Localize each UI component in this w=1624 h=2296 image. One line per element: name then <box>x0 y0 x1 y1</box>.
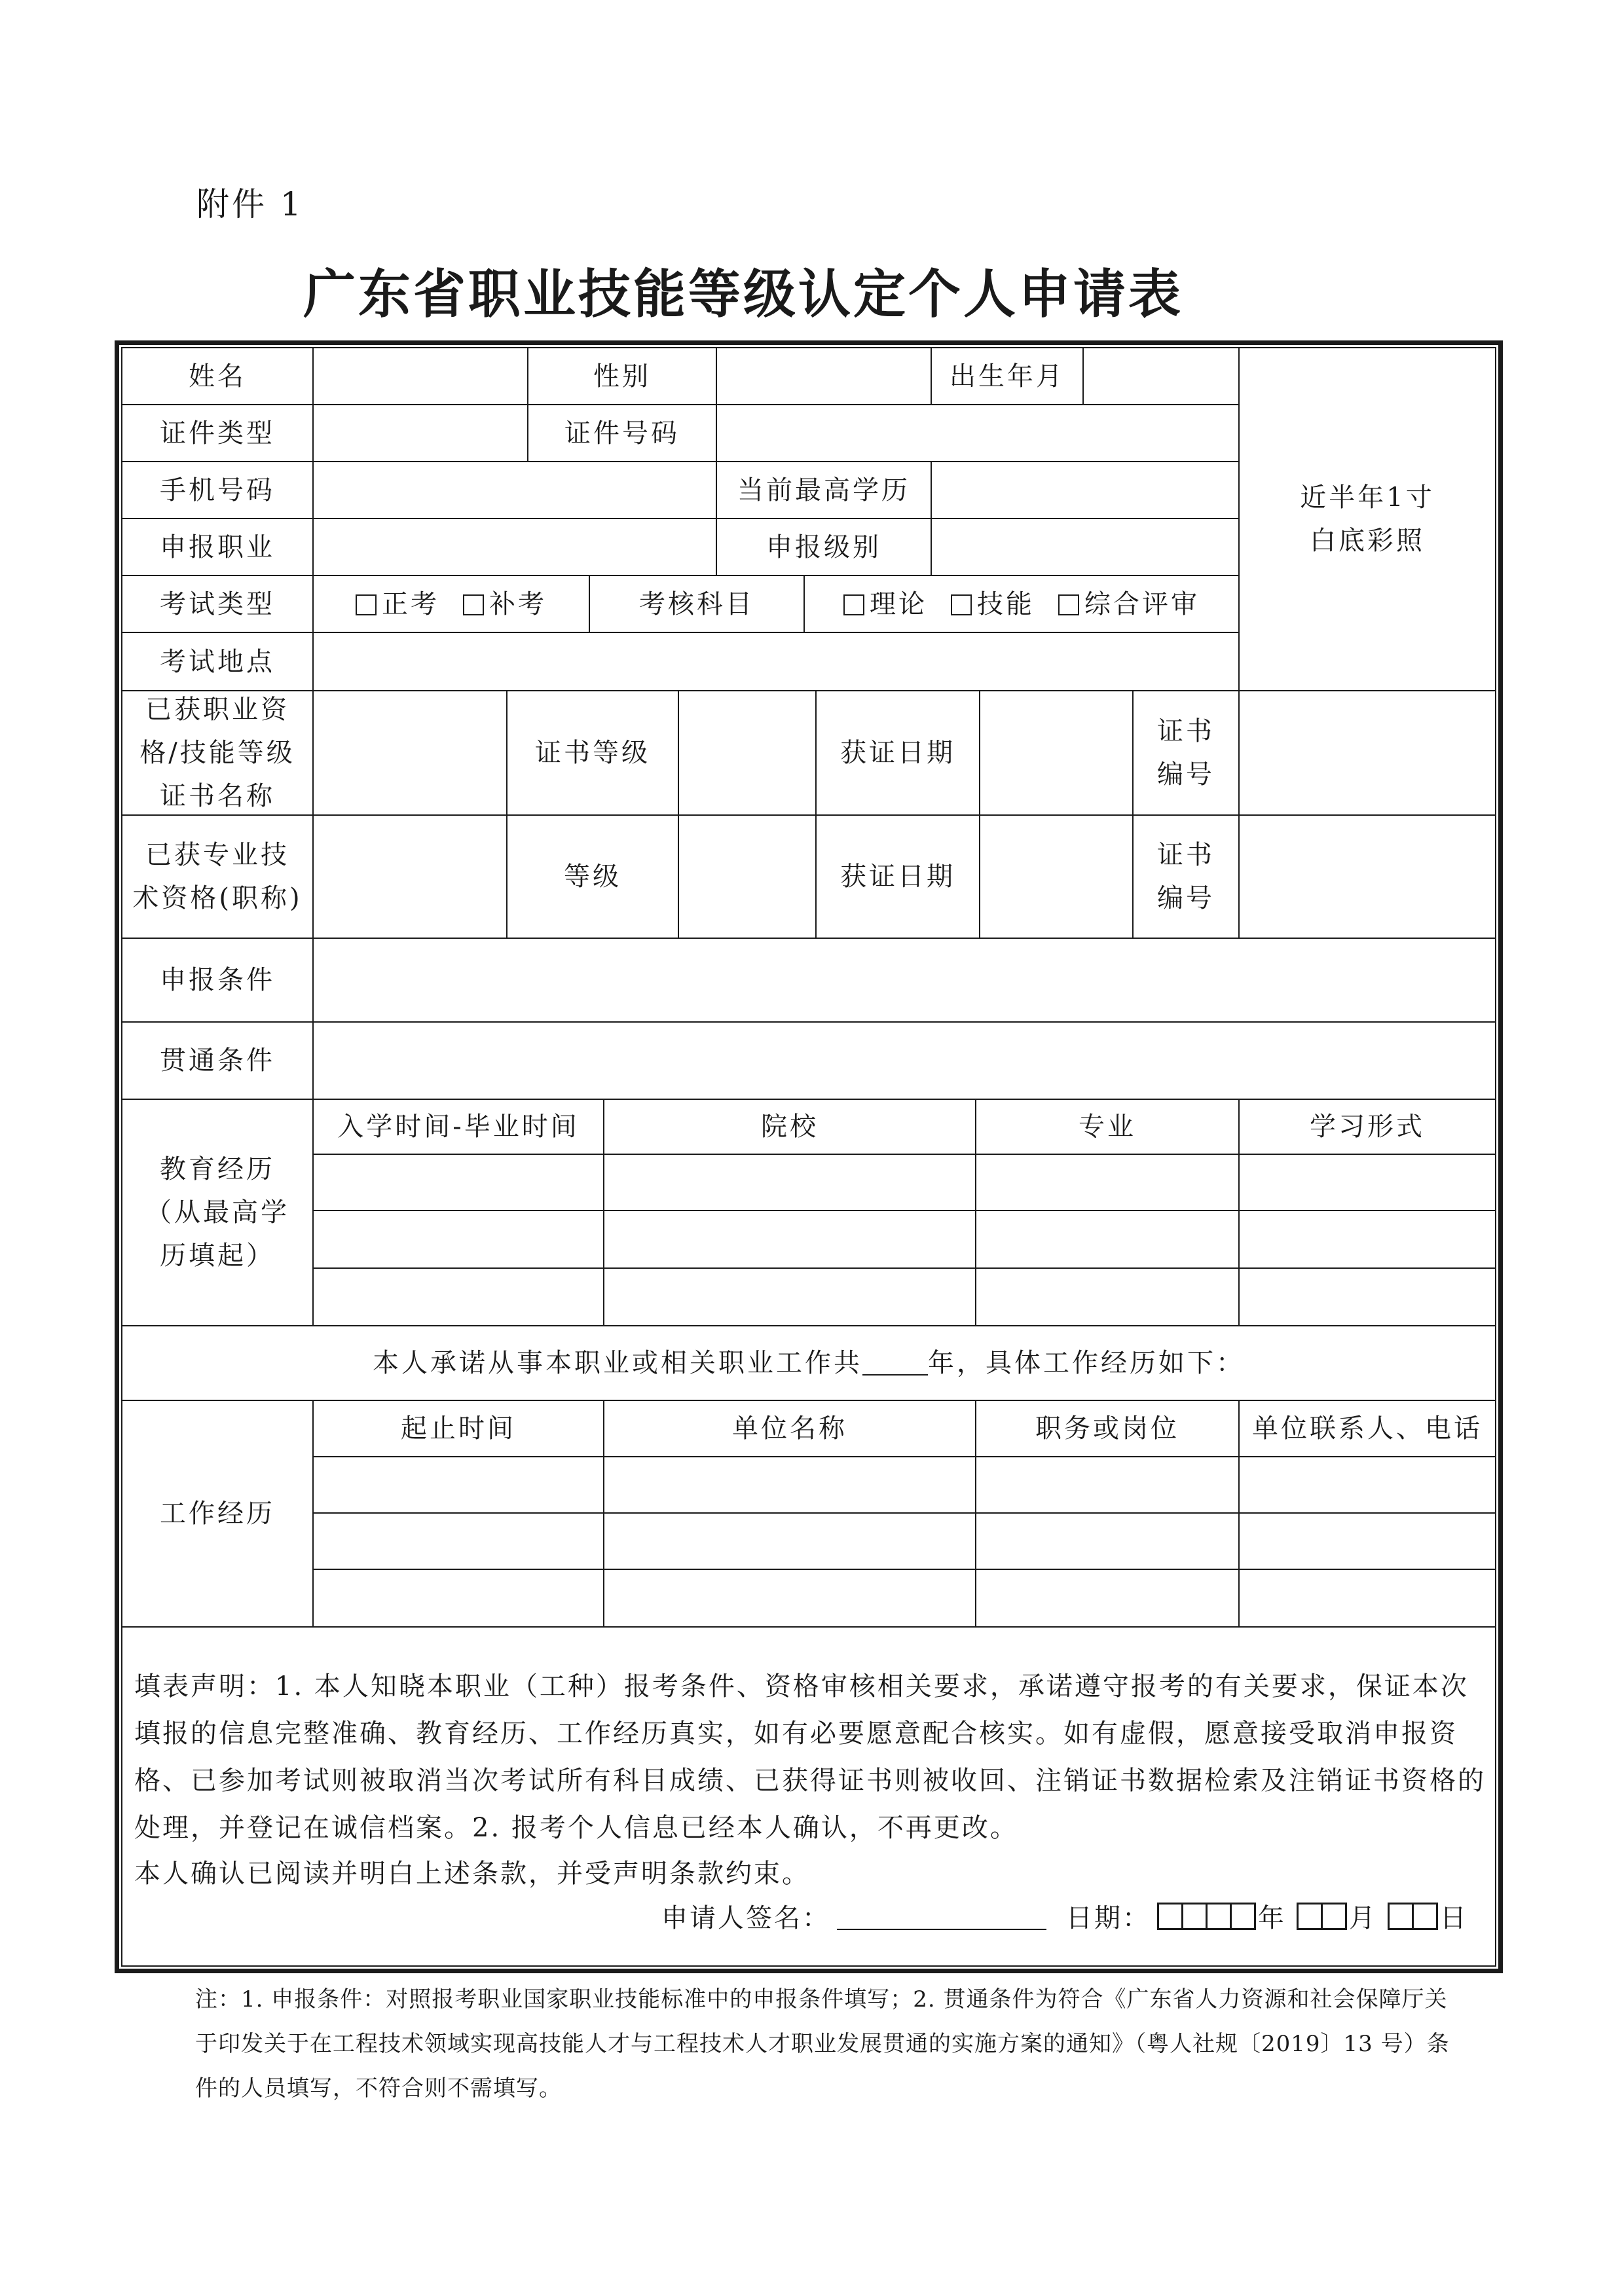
occupation-label: 申报职业 <box>122 519 314 576</box>
id-number-label: 证件号码 <box>528 405 717 462</box>
form-title: 广东省职业技能等级认定个人申请表 <box>303 264 1183 325</box>
cert-number-label: 证书 编号 <box>1134 691 1240 816</box>
day-unit: 日 <box>1440 1903 1468 1933</box>
exam-place-field[interactable] <box>314 633 1240 691</box>
work-row-cell[interactable] <box>976 1514 1240 1570</box>
exam-opt-regular[interactable]: 正考 <box>356 583 439 626</box>
id-number-field[interactable] <box>717 405 1240 462</box>
work-row-cell[interactable] <box>976 1457 1240 1514</box>
level-label: 申报级别 <box>717 519 932 576</box>
education-field[interactable] <box>932 462 1240 519</box>
signature-field[interactable] <box>837 1903 1046 1930</box>
education-label: 当前最高学历 <box>717 462 932 519</box>
subject-opt-theory[interactable]: 理论 <box>843 583 927 626</box>
work-row-cell[interactable] <box>1240 1570 1495 1628</box>
signature-label: 申请人签名： <box>661 1903 830 1933</box>
qualification-name-field[interactable] <box>314 691 507 816</box>
photo-hint-line2: 白底彩照 <box>1310 526 1425 556</box>
work-row-cell[interactable] <box>314 1514 604 1570</box>
occupation-field[interactable] <box>314 519 717 576</box>
through-condition-label: 贯通条件 <box>122 1023 314 1100</box>
checkbox-icon[interactable] <box>1058 594 1079 615</box>
edu-row-cell[interactable] <box>314 1211 604 1269</box>
work-row-cell[interactable] <box>314 1570 604 1628</box>
edu-row-cell[interactable] <box>314 1269 604 1326</box>
cert-level-field[interactable] <box>679 691 817 816</box>
edu-header-school: 院校 <box>604 1100 976 1155</box>
title-name-field[interactable] <box>314 816 507 939</box>
title-level-field[interactable] <box>679 816 817 939</box>
year-boxes[interactable] <box>1157 1903 1254 1930</box>
day-boxes[interactable] <box>1388 1903 1436 1930</box>
checkbox-icon[interactable] <box>843 594 864 615</box>
footnote: 注：1. 申报条件：对照报考职业国家职业技能标准中的申报条件填写；2. 贯通条件为符合《广东省人力资源和社会保障厅关于印发关于在工程技术领域实现高技能人才与工程技术人才职业发展贯通的实施方案的通知》（粤人社规〔2019〕13 号）条件的人员填写，不符合则不需填写。 <box>195 1986 1450 2102</box>
condition-label: 申报条件 <box>122 939 314 1023</box>
id-type-field[interactable] <box>314 405 528 462</box>
edu-row-cell[interactable] <box>604 1211 976 1269</box>
education-history-label: 教育经历 （从最高学 历填起） <box>122 1100 314 1326</box>
exam-opt-makeup[interactable]: 补考 <box>463 583 547 626</box>
work-row-cell[interactable] <box>976 1570 1240 1628</box>
year-unit: 年 <box>1258 1903 1286 1933</box>
edu-row-cell[interactable] <box>1240 1269 1495 1326</box>
subject-options <box>805 576 1240 633</box>
gender-field[interactable] <box>717 348 932 405</box>
name-label: 姓名 <box>122 348 314 405</box>
cert-level-label: 证书等级 <box>507 691 679 816</box>
title-level-label: 等级 <box>507 816 679 939</box>
confirmation-text: 本人确认已阅读并明白上述条款，并受声明条款约束。 <box>134 1859 810 1889</box>
work-header-period: 起止时间 <box>314 1401 604 1457</box>
exam-type-options <box>314 576 590 633</box>
work-header-position: 职务或岗位 <box>976 1401 1240 1457</box>
photo-box[interactable] <box>1240 348 1495 691</box>
exam-place-label: 考试地点 <box>122 633 314 691</box>
attachment-label: 附件 1 <box>196 185 304 223</box>
gender-label: 性别 <box>528 348 717 405</box>
declaration-text: 填表声明：1. 本人知晓本职业（工种）报考条件、资格审核相关要求，承诺遵守报考的有关要求，保证本次填报的信息完整准确、教育经历、工作经历真实，如有必要愿意配合核实。如有虚假，愿意接受取消申报资格、已参加考试则被取消当次考试所有科目成绩、已获得证书则被收回、注销证书数据检索及注销证书资格的处理，并登记在诚信档案。2. 报考个人信息已经本人确认，不再更改。 <box>134 1671 1486 1843</box>
edu-row-cell[interactable] <box>604 1269 976 1326</box>
title-date-label: 获证日期 <box>817 816 980 939</box>
signature-row <box>661 1897 1472 1935</box>
edu-row-cell[interactable] <box>314 1155 604 1211</box>
checkbox-icon[interactable] <box>463 594 484 615</box>
birth-field[interactable] <box>1084 348 1240 405</box>
through-condition-field[interactable] <box>314 1023 1495 1100</box>
qualification-label: 已获职业资 格/技能等级 证书名称 <box>122 691 314 816</box>
name-field[interactable] <box>314 348 528 405</box>
photo-hint-line1: 近半年1寸 <box>1300 483 1435 513</box>
work-row-cell[interactable] <box>314 1457 604 1514</box>
work-row-cell[interactable] <box>604 1570 976 1628</box>
work-row-cell[interactable] <box>1240 1514 1495 1570</box>
work-row-cell[interactable] <box>604 1457 976 1514</box>
edu-row-cell[interactable] <box>976 1211 1240 1269</box>
checkbox-icon[interactable] <box>356 594 377 615</box>
condition-field[interactable] <box>314 939 1495 1023</box>
work-pledge: 本人承诺从事本职业或相关职业工作共 年，具体工作经历如下： <box>122 1326 1495 1401</box>
edu-row-cell[interactable] <box>1240 1211 1495 1269</box>
edu-header-form: 学习形式 <box>1240 1100 1495 1155</box>
edu-header-period: 入学时间-毕业时间 <box>314 1100 604 1155</box>
phone-label: 手机号码 <box>122 462 314 519</box>
level-field[interactable] <box>932 519 1240 576</box>
month-boxes[interactable] <box>1297 1903 1345 1930</box>
title-number-label: 证书 编号 <box>1134 816 1240 939</box>
years-blank[interactable] <box>862 1351 928 1376</box>
subject-label: 考核科目 <box>590 576 805 633</box>
title-number-field[interactable] <box>1240 816 1495 939</box>
edu-row-cell[interactable] <box>604 1155 976 1211</box>
id-type-label: 证件类型 <box>122 405 314 462</box>
work-history-label: 工作经历 <box>122 1401 314 1628</box>
work-header-company: 单位名称 <box>604 1401 976 1457</box>
work-row-cell[interactable] <box>604 1514 976 1570</box>
cert-date-field[interactable] <box>980 691 1134 816</box>
work-row-cell[interactable] <box>1240 1457 1495 1514</box>
edu-row-cell[interactable] <box>976 1155 1240 1211</box>
date-label: 日期： <box>1066 1903 1151 1933</box>
cert-number-field[interactable] <box>1240 691 1495 816</box>
subject-opt-skill[interactable]: 技能 <box>951 583 1035 626</box>
title-date-field[interactable] <box>980 816 1134 939</box>
exam-type-label: 考试类型 <box>122 576 314 633</box>
title-qualification-label: 已获专业技 术资格(职称) <box>122 816 314 939</box>
edu-header-major: 专业 <box>976 1100 1240 1155</box>
work-header-contact: 单位联系人、电话 <box>1240 1401 1495 1457</box>
month-unit: 月 <box>1349 1903 1377 1933</box>
birth-label: 出生年月 <box>932 348 1084 405</box>
subject-opt-review[interactable]: 综合评审 <box>1058 583 1200 626</box>
edu-row-cell[interactable] <box>1240 1155 1495 1211</box>
edu-row-cell[interactable] <box>976 1269 1240 1326</box>
checkbox-icon[interactable] <box>951 594 972 615</box>
phone-field[interactable] <box>314 462 717 519</box>
cert-date-label: 获证日期 <box>817 691 980 816</box>
